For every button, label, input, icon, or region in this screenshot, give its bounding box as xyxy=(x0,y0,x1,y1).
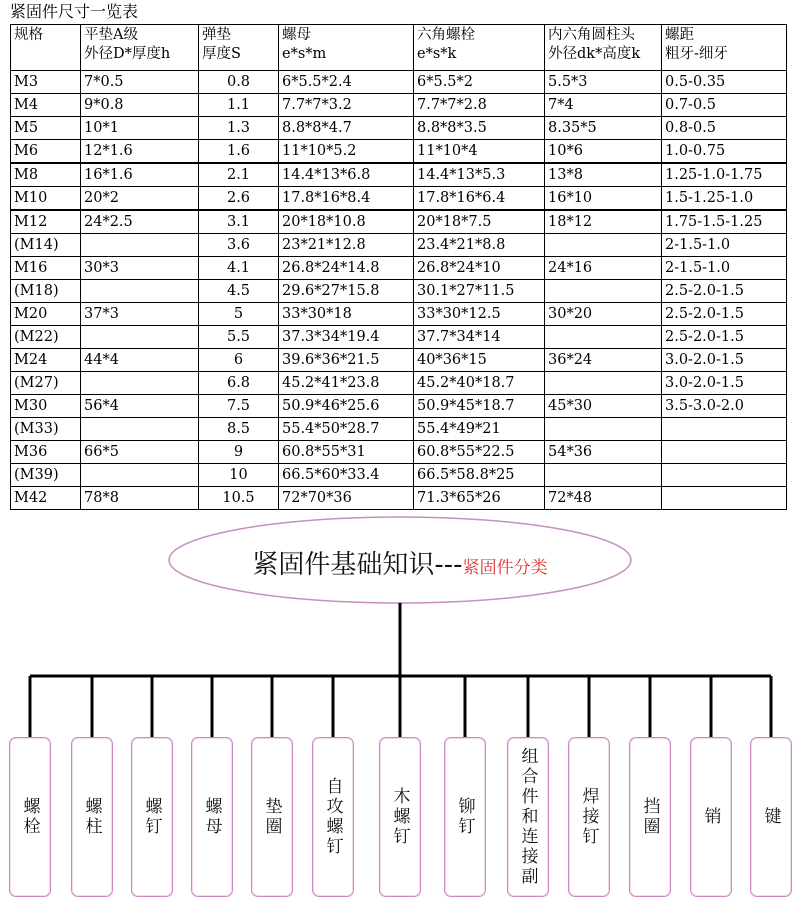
category-box xyxy=(9,737,51,897)
table-cell: M10 xyxy=(11,187,81,211)
table-cell: 1.25-1.0-1.75 xyxy=(662,163,787,187)
table-cell: 30*20 xyxy=(545,303,662,326)
table-cell: 66*5 xyxy=(81,441,199,464)
table-cell: 1.0-0.75 xyxy=(662,140,787,164)
column-header-title: 规格 xyxy=(14,27,43,43)
table-cell: 18*12 xyxy=(545,210,662,234)
category-label: 铆钉 xyxy=(454,797,475,837)
table-cell: 8.5 xyxy=(199,418,279,441)
table-cell: 0.8 xyxy=(199,71,279,94)
root-title: 紧固件基础知识--- xyxy=(252,550,463,580)
table-cell: 0.7-0.5 xyxy=(662,94,787,117)
category-box xyxy=(251,737,293,897)
table-cell: (M27) xyxy=(11,372,81,395)
column-header-subtitle: 外径D*厚度h xyxy=(84,46,171,62)
table-cell: 55.4*50*28.7 xyxy=(279,418,414,441)
category-box xyxy=(750,737,792,897)
table-cell: 2-1.5-1.0 xyxy=(662,234,787,257)
table-cell: 29.6*27*15.8 xyxy=(279,280,414,303)
branch-lines xyxy=(30,676,771,737)
table-cell: 1.5-1.25-1.0 xyxy=(662,187,787,211)
table-cell: 16*1.6 xyxy=(81,163,199,187)
category-label: 螺钉 xyxy=(141,797,162,837)
table-cell: 16*10 xyxy=(545,187,662,211)
table-cell: 11*10*5.2 xyxy=(279,140,414,164)
table-cell: 33*30*12.5 xyxy=(414,303,545,326)
table-cell: 40*36*15 xyxy=(414,349,545,372)
table-cell: M6 xyxy=(11,140,81,164)
column-header-subtitle: 外径dk*高度k xyxy=(548,46,641,62)
table-cell: 24*16 xyxy=(545,257,662,280)
table-cell: 55.4*49*21 xyxy=(414,418,545,441)
table-cell: M3 xyxy=(11,71,81,94)
table-cell: 4.5 xyxy=(199,280,279,303)
table-cell: 44*4 xyxy=(81,349,199,372)
table-cell: 60.8*55*31 xyxy=(279,441,414,464)
table-cell: 71.3*65*26 xyxy=(414,487,545,510)
table-cell: 56*4 xyxy=(81,395,199,418)
category-box xyxy=(312,737,354,897)
table-cell: 12*1.6 xyxy=(81,140,199,164)
table-cell: 2.6 xyxy=(199,187,279,211)
table-cell: 5.5*3 xyxy=(545,71,662,94)
category-box xyxy=(507,737,549,897)
table-cell: 30.1*27*11.5 xyxy=(414,280,545,303)
table-cell: 17.8*16*6.4 xyxy=(414,187,545,211)
table-cell: 39.6*36*21.5 xyxy=(279,349,414,372)
category-label: 螺栓 xyxy=(19,797,40,837)
page-title: 紧固件尺寸一览表 xyxy=(10,2,139,21)
table-cell: 1.75-1.5-1.25 xyxy=(662,210,787,234)
category-box xyxy=(444,737,486,897)
table-cell: 23.4*21*8.8 xyxy=(414,234,545,257)
table-cell: 78*8 xyxy=(81,487,199,510)
table-cell: 9 xyxy=(199,441,279,464)
column-header-subtitle: e*s*m xyxy=(282,46,327,62)
table-cell: 10*1 xyxy=(81,117,199,140)
table-cell: 10 xyxy=(199,464,279,487)
column-header-title: 六角螺栓 xyxy=(417,27,475,43)
table-cell: 37*3 xyxy=(81,303,199,326)
table-cell: 36*24 xyxy=(545,349,662,372)
category-label: 键 xyxy=(760,807,781,827)
table-cell: 3.6 xyxy=(199,234,279,257)
category-box xyxy=(71,737,113,897)
table-cell: 37.3*34*19.4 xyxy=(279,326,414,349)
column-header-subtitle: e*s*k xyxy=(417,46,457,62)
category-box xyxy=(629,737,671,897)
table-cell: 60.8*55*22.5 xyxy=(414,441,545,464)
table-cell: 0.8-0.5 xyxy=(662,117,787,140)
table-cell: 17.8*16*8.4 xyxy=(279,187,414,211)
category-label: 螺柱 xyxy=(81,797,102,837)
table-cell: 26.8*24*14.8 xyxy=(279,257,414,280)
column-header-title: 内六角圆柱头 xyxy=(548,27,635,43)
table-cell: 7.7*7*3.2 xyxy=(279,94,414,117)
table-cell: M5 xyxy=(11,117,81,140)
table-cell: (M14) xyxy=(11,234,81,257)
table-cell: M8 xyxy=(11,163,81,187)
table-cell: 2.1 xyxy=(199,163,279,187)
table-cell: 3.0-2.0-1.5 xyxy=(662,349,787,372)
table-cell: 14.4*13*5.3 xyxy=(414,163,545,187)
table-cell: 20*18*10.8 xyxy=(279,210,414,234)
table-cell: 7.5 xyxy=(199,395,279,418)
root-subtitle: 紧固件分类 xyxy=(462,558,548,578)
table-cell: 8.35*5 xyxy=(545,117,662,140)
category-box xyxy=(690,737,732,897)
column-header-title: 平垫A级 xyxy=(84,27,138,43)
table-cell: M42 xyxy=(11,487,81,510)
table-cell: 20*2 xyxy=(81,187,199,211)
category-label: 销 xyxy=(700,807,721,827)
table-cell: 37.7*34*14 xyxy=(414,326,545,349)
table-cell: 66.5*60*33.4 xyxy=(279,464,414,487)
table-cell: M4 xyxy=(11,94,81,117)
table-cell: 24*2.5 xyxy=(81,210,199,234)
table-cell: 2-1.5-1.0 xyxy=(662,257,787,280)
root-label xyxy=(0,544,800,581)
table-cell: 66.5*58.8*25 xyxy=(414,464,545,487)
table-cell: 54*36 xyxy=(545,441,662,464)
table-cell: 50.9*46*25.6 xyxy=(279,395,414,418)
table-cell: 45.2*40*18.7 xyxy=(414,372,545,395)
table-cell: 14.4*13*6.8 xyxy=(279,163,414,187)
table-cell: 1.1 xyxy=(199,94,279,117)
table-cell: 30*3 xyxy=(81,257,199,280)
table-cell: 6*5.5*2 xyxy=(414,71,545,94)
table-cell: (M18) xyxy=(11,280,81,303)
category-box xyxy=(568,737,610,897)
table-cell: 72*70*36 xyxy=(279,487,414,510)
category-label: 组合件和连接副 xyxy=(517,747,538,887)
category-label: 垫圈 xyxy=(261,797,282,837)
column-header-title: 螺母 xyxy=(282,27,311,43)
column-header-title: 弹垫 xyxy=(202,27,231,43)
table-cell: 1.3 xyxy=(199,117,279,140)
table-cell: M36 xyxy=(11,441,81,464)
table-cell: 6 xyxy=(199,349,279,372)
table-cell: 2.5-2.0-1.5 xyxy=(662,280,787,303)
table-cell: 20*18*7.5 xyxy=(414,210,545,234)
table-cell: (M39) xyxy=(11,464,81,487)
table-cell: M24 xyxy=(11,349,81,372)
table-cell: 50.9*45*18.7 xyxy=(414,395,545,418)
table-cell: M30 xyxy=(11,395,81,418)
table-cell: 45.2*41*23.8 xyxy=(279,372,414,395)
table-cell: M20 xyxy=(11,303,81,326)
table-cell: 33*30*18 xyxy=(279,303,414,326)
table-cell: 8.8*8*3.5 xyxy=(414,117,545,140)
table-cell: 2.5-2.0-1.5 xyxy=(662,326,787,349)
category-box xyxy=(191,737,233,897)
table-cell: M16 xyxy=(11,257,81,280)
category-label: 挡圈 xyxy=(639,797,660,837)
table-cell: 10*6 xyxy=(545,140,662,164)
table-cell: 8.8*8*4.7 xyxy=(279,117,414,140)
table-cell: 3.1 xyxy=(199,210,279,234)
table-cell: 5.5 xyxy=(199,326,279,349)
table-cell: (M33) xyxy=(11,418,81,441)
table-cell: 1.6 xyxy=(199,140,279,164)
table-cell: 13*8 xyxy=(545,163,662,187)
table-cell: 4.1 xyxy=(199,257,279,280)
table-cell: 11*10*4 xyxy=(414,140,545,164)
table-cell: 72*48 xyxy=(545,487,662,510)
table-cell: 7.7*7*2.8 xyxy=(414,94,545,117)
table-cell: 6*5.5*2.4 xyxy=(279,71,414,94)
table-cell: 23*21*12.8 xyxy=(279,234,414,257)
category-label: 焊接钉 xyxy=(578,787,599,847)
column-header-subtitle: 粗牙-细牙 xyxy=(665,46,728,62)
category-box xyxy=(379,737,421,897)
category-label: 自攻螺钉 xyxy=(322,777,343,857)
table-cell: 10.5 xyxy=(199,487,279,510)
table-cell: 26.8*24*10 xyxy=(414,257,545,280)
table-cell: 2.5-2.0-1.5 xyxy=(662,303,787,326)
table-cell: 7*0.5 xyxy=(81,71,199,94)
table-cell: 45*30 xyxy=(545,395,662,418)
category-box xyxy=(131,737,173,897)
table-cell: 5 xyxy=(199,303,279,326)
column-header-subtitle: 厚度S xyxy=(202,46,241,62)
table-cell: 6.8 xyxy=(199,372,279,395)
table-cell: M12 xyxy=(11,210,81,234)
table-cell: (M22) xyxy=(11,326,81,349)
table-cell: 3.0-2.0-1.5 xyxy=(662,372,787,395)
column-header-title: 螺距 xyxy=(665,27,694,43)
category-label: 螺母 xyxy=(201,797,222,837)
table-cell: 9*0.8 xyxy=(81,94,199,117)
table-cell: 7*4 xyxy=(545,94,662,117)
category-label: 木螺钉 xyxy=(389,787,410,847)
table-cell: 0.5-0.35 xyxy=(662,71,787,94)
table-cell: 3.5-3.0-2.0 xyxy=(662,395,787,418)
